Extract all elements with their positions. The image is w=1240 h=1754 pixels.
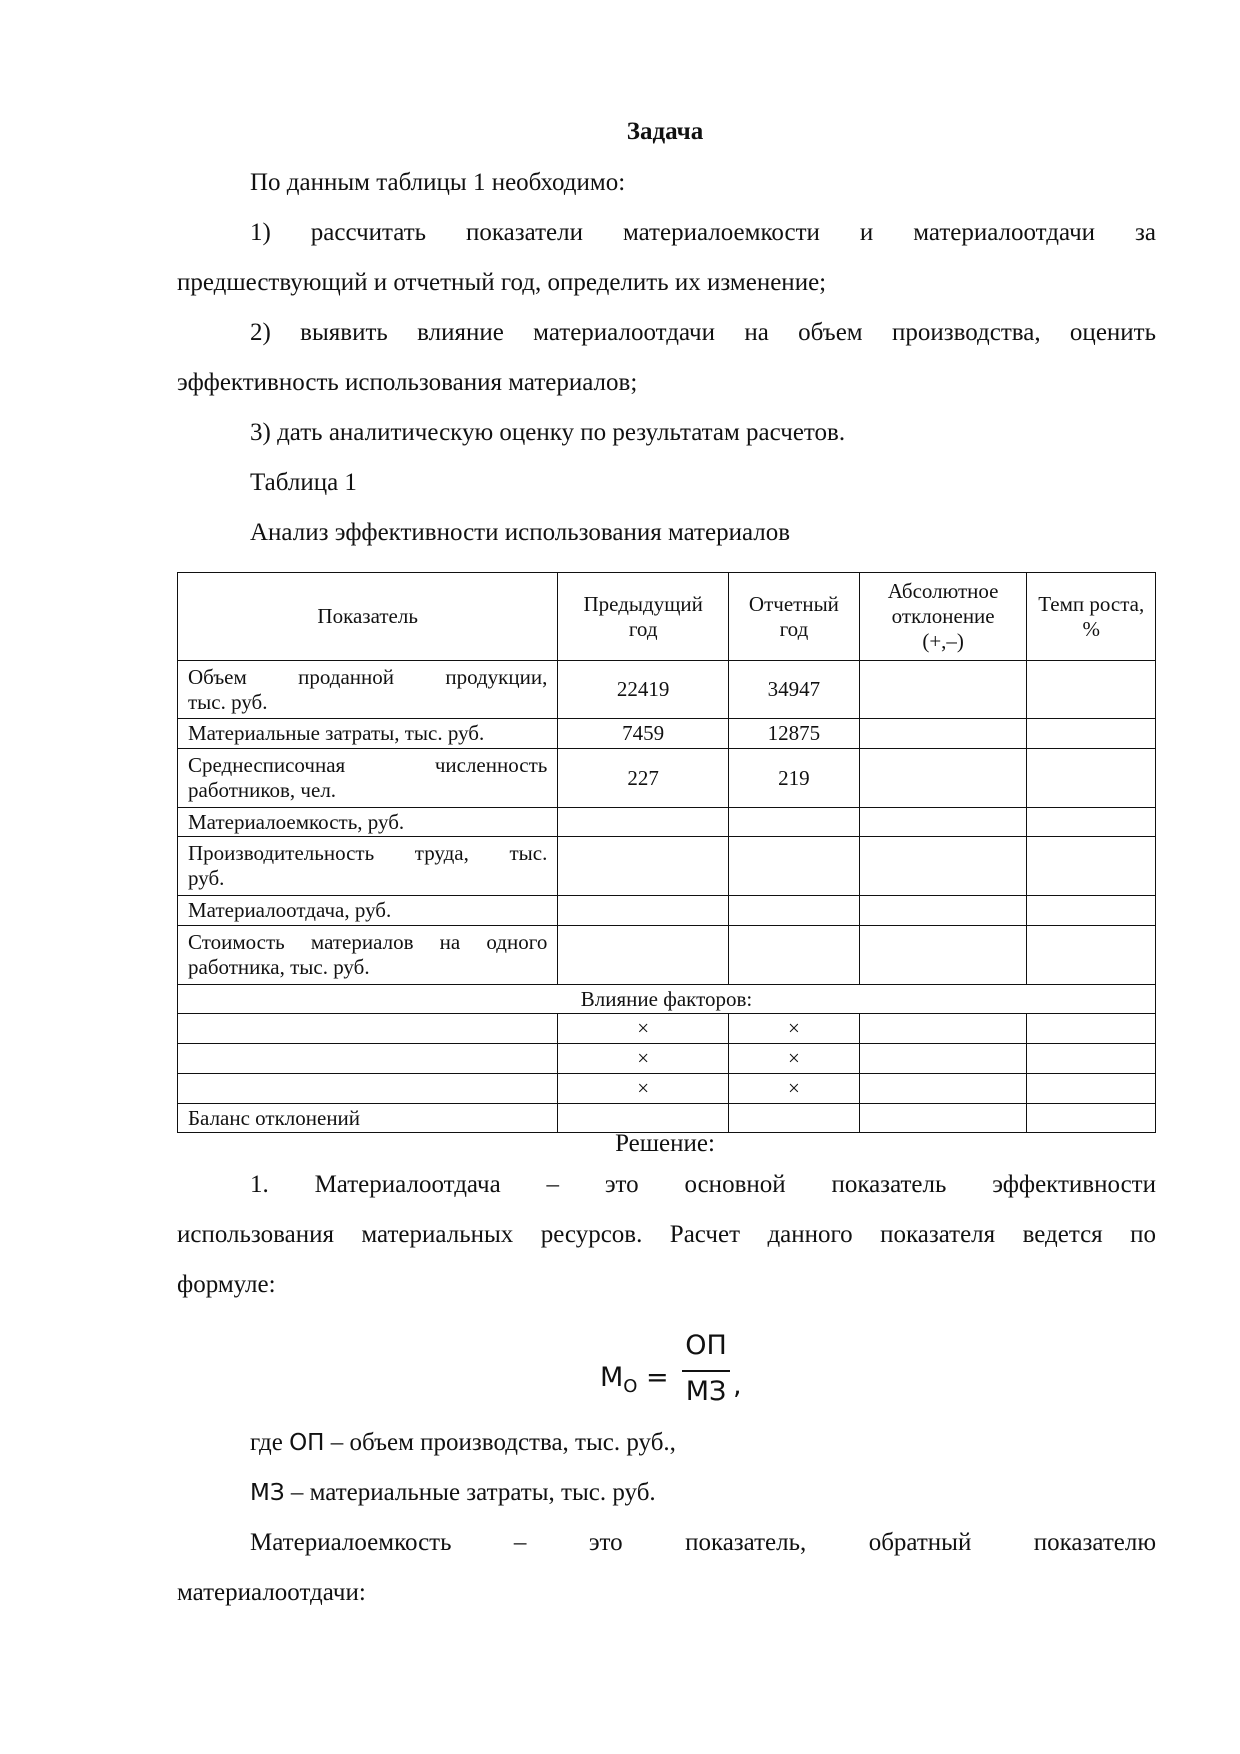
cross-mark: × [729, 1044, 860, 1074]
cell-empty [729, 837, 860, 896]
formula-lhs [600, 1362, 669, 1397]
where-mz-line [250, 1468, 656, 1518]
row-label: Материалоотдача, руб. [178, 896, 558, 926]
cell-curr: 34947 [729, 661, 860, 719]
cell-prev: 227 [558, 749, 729, 808]
table-row [178, 808, 1156, 837]
cell-empty [859, 837, 1027, 896]
cell-empty [859, 661, 1027, 719]
cell-empty [178, 1014, 558, 1044]
row-label: Среднесписочная численность работников, чел. [178, 749, 558, 808]
cell-empty [859, 1014, 1027, 1044]
cell-empty [558, 926, 729, 985]
row-label: Производительность труда, тыс. руб. [178, 837, 558, 896]
cell-empty [558, 1104, 729, 1133]
cell-empty [1027, 837, 1156, 896]
table-label: Таблица 1 [250, 469, 357, 496]
row-label: Материальные затраты, тыс. руб. [178, 719, 558, 749]
cell-empty [859, 719, 1027, 749]
formula-subscript: О [623, 1376, 638, 1397]
cross-mark: × [729, 1074, 860, 1104]
header-abs-deviation: Абсолютное отклонение (+,–) [859, 573, 1027, 661]
table-header-row [178, 573, 1156, 661]
solution-line-1: 1. Материалоотдача – это основной показатель эффективности [250, 1171, 1156, 1198]
cell-prev: 22419 [558, 661, 729, 719]
cell-empty [558, 808, 729, 837]
cell-empty [1027, 1104, 1156, 1133]
solution-line-3: формуле: [177, 1271, 276, 1298]
where-op-line [250, 1418, 676, 1468]
cell-empty [558, 896, 729, 926]
header-previous-year: Предыдущий год [558, 573, 729, 661]
task-3: 3) дать аналитическую оценку по результатам расчетов. [250, 419, 846, 446]
factors-header: Влияние факторов: [178, 985, 1156, 1014]
solution-title: Решение: [615, 1130, 715, 1157]
cell-empty [1027, 1074, 1156, 1104]
cell-empty [558, 837, 729, 896]
header-current-year: Отчетный год [729, 573, 860, 661]
task-2-line-2: эффективность использования материалов; [177, 369, 638, 396]
page-title: Задача [626, 118, 704, 145]
formula-fraction [682, 1330, 730, 1407]
cell-prev: 7459 [558, 719, 729, 749]
cell-empty [1027, 1014, 1156, 1044]
table-row [178, 749, 1156, 808]
factor-row [178, 1014, 1156, 1044]
cell-curr: 219 [729, 749, 860, 808]
header-growth-rate: Темп роста, % [1027, 573, 1156, 661]
factor-row [178, 1044, 1156, 1074]
cell-empty [1027, 896, 1156, 926]
cell-empty [859, 896, 1027, 926]
cell-curr: 12875 [729, 719, 860, 749]
formula-denominator: МЗ [685, 1376, 727, 1407]
cell-empty [729, 926, 860, 985]
factor-row [178, 1074, 1156, 1104]
cell-empty [859, 926, 1027, 985]
cell-empty [859, 749, 1027, 808]
cell-empty [1027, 1044, 1156, 1074]
cell-empty [859, 1104, 1027, 1133]
cross-mark: × [558, 1014, 729, 1044]
material-intensity-line-2: материалоотдачи: [177, 1579, 366, 1606]
cell-empty [729, 808, 860, 837]
cross-mark: × [558, 1074, 729, 1104]
cell-empty [1027, 808, 1156, 837]
formula-symbol: М [600, 1362, 624, 1393]
table-row [178, 719, 1156, 749]
cross-mark: × [558, 1044, 729, 1074]
op-definition: – объем производства, тыс. руб., [324, 1429, 676, 1456]
cell-empty [859, 1044, 1027, 1074]
cell-empty [1027, 719, 1156, 749]
balance-label: Баланс отклонений [178, 1104, 558, 1133]
intro-text: По данным таблицы 1 необходимо: [250, 169, 626, 196]
row-label: Стоимость материалов на одного работника, тыс. руб. [178, 926, 558, 985]
mz-definition: – материальные затраты, тыс. руб. [284, 1479, 656, 1506]
cell-empty [178, 1074, 558, 1104]
cell-empty [1027, 749, 1156, 808]
op-symbol: ОП [289, 1430, 325, 1456]
header-indicator: Показатель [178, 573, 558, 661]
cross-mark: × [729, 1014, 860, 1044]
table-row [178, 896, 1156, 926]
balance-row [178, 1104, 1156, 1133]
task-1-line-1: 1) рассчитать показатели материалоемкости и материалоотдачи за [250, 219, 1156, 246]
analysis-table [177, 572, 1156, 1133]
row-label: Материалоемкость, руб. [178, 808, 558, 837]
material-intensity-line-1: Материалоемкость – это показатель, обратный показателю [250, 1529, 1156, 1556]
formula-equals: = [637, 1362, 669, 1393]
table-row [178, 661, 1156, 719]
table-row [178, 926, 1156, 985]
cell-empty [729, 1104, 860, 1133]
cell-empty [859, 1074, 1027, 1104]
cell-empty [859, 808, 1027, 837]
cell-empty [729, 896, 860, 926]
table-title: Анализ эффективности использования материалов [250, 519, 791, 546]
formula-comma: , [733, 1370, 742, 1401]
task-2-line-1: 2) выявить влияние материалоотдачи на объем производства, оценить [250, 319, 1156, 346]
task-1-line-2: предшествующий и отчетный год, определить их изменение; [177, 269, 827, 296]
solution-line-2: использования материальных ресурсов. Расчет данного показателя ведется по [177, 1221, 1156, 1248]
cell-empty [1027, 926, 1156, 985]
mz-symbol: МЗ [250, 1480, 285, 1506]
cell-empty [1027, 661, 1156, 719]
row-label: Объем проданной продукции, тыс. руб. [178, 661, 558, 719]
fraction-bar [682, 1370, 730, 1372]
cell-empty [178, 1044, 558, 1074]
formula-numerator: ОП [685, 1330, 727, 1361]
where-prefix: где [250, 1429, 290, 1456]
factors-header-row [178, 985, 1156, 1014]
table-row [178, 837, 1156, 896]
